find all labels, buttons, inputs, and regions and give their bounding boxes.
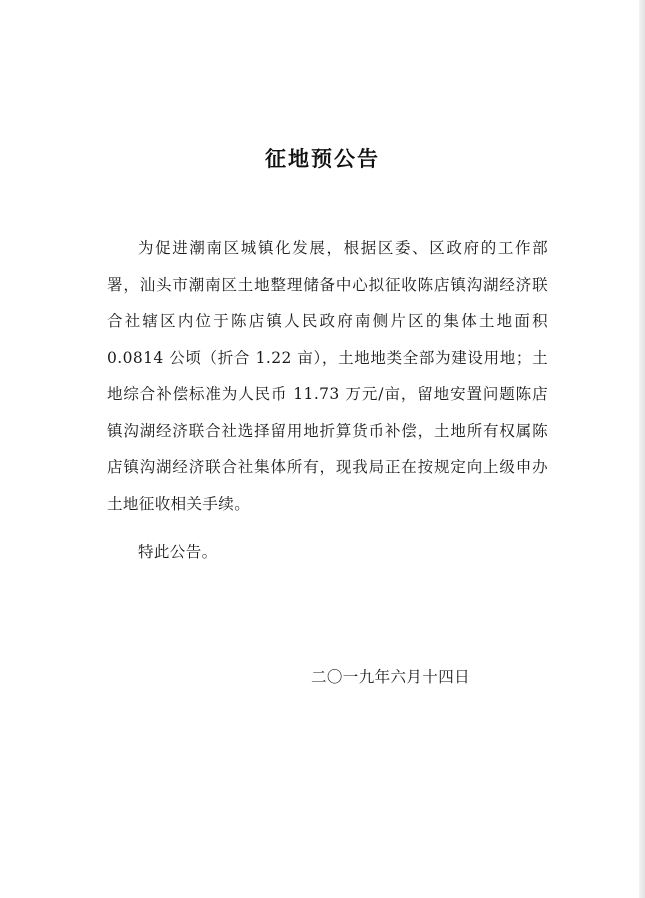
announcement-body: 为促进潮南区城镇化发展，根据区委、区政府的工作部署，汕头市潮南区土地整理储备中心拟征收陈店镇沟湖经济联合社辖区内位于陈店镇人民政府南侧片区的集体土地面积 0.0814 公顷（折合 1.22 亩），土地地类全部为建设用地；土地综合补偿标准为人民币 11.73 万元/亩，留地安置问题陈店镇沟湖经济联合社选择留用地折算货币补偿，土地所有权属陈店镇沟湖经济联合社集体所有，现我局正在按规定向上级申办土地征收相关手续。 xyxy=(107,239,548,513)
document-title: 征地预公告 xyxy=(265,146,380,171)
page-edge-shadow xyxy=(639,0,645,898)
closing-remark: 特此公告。 xyxy=(138,543,218,561)
announcement-date: 二〇一九年六月十四日 xyxy=(311,668,471,686)
